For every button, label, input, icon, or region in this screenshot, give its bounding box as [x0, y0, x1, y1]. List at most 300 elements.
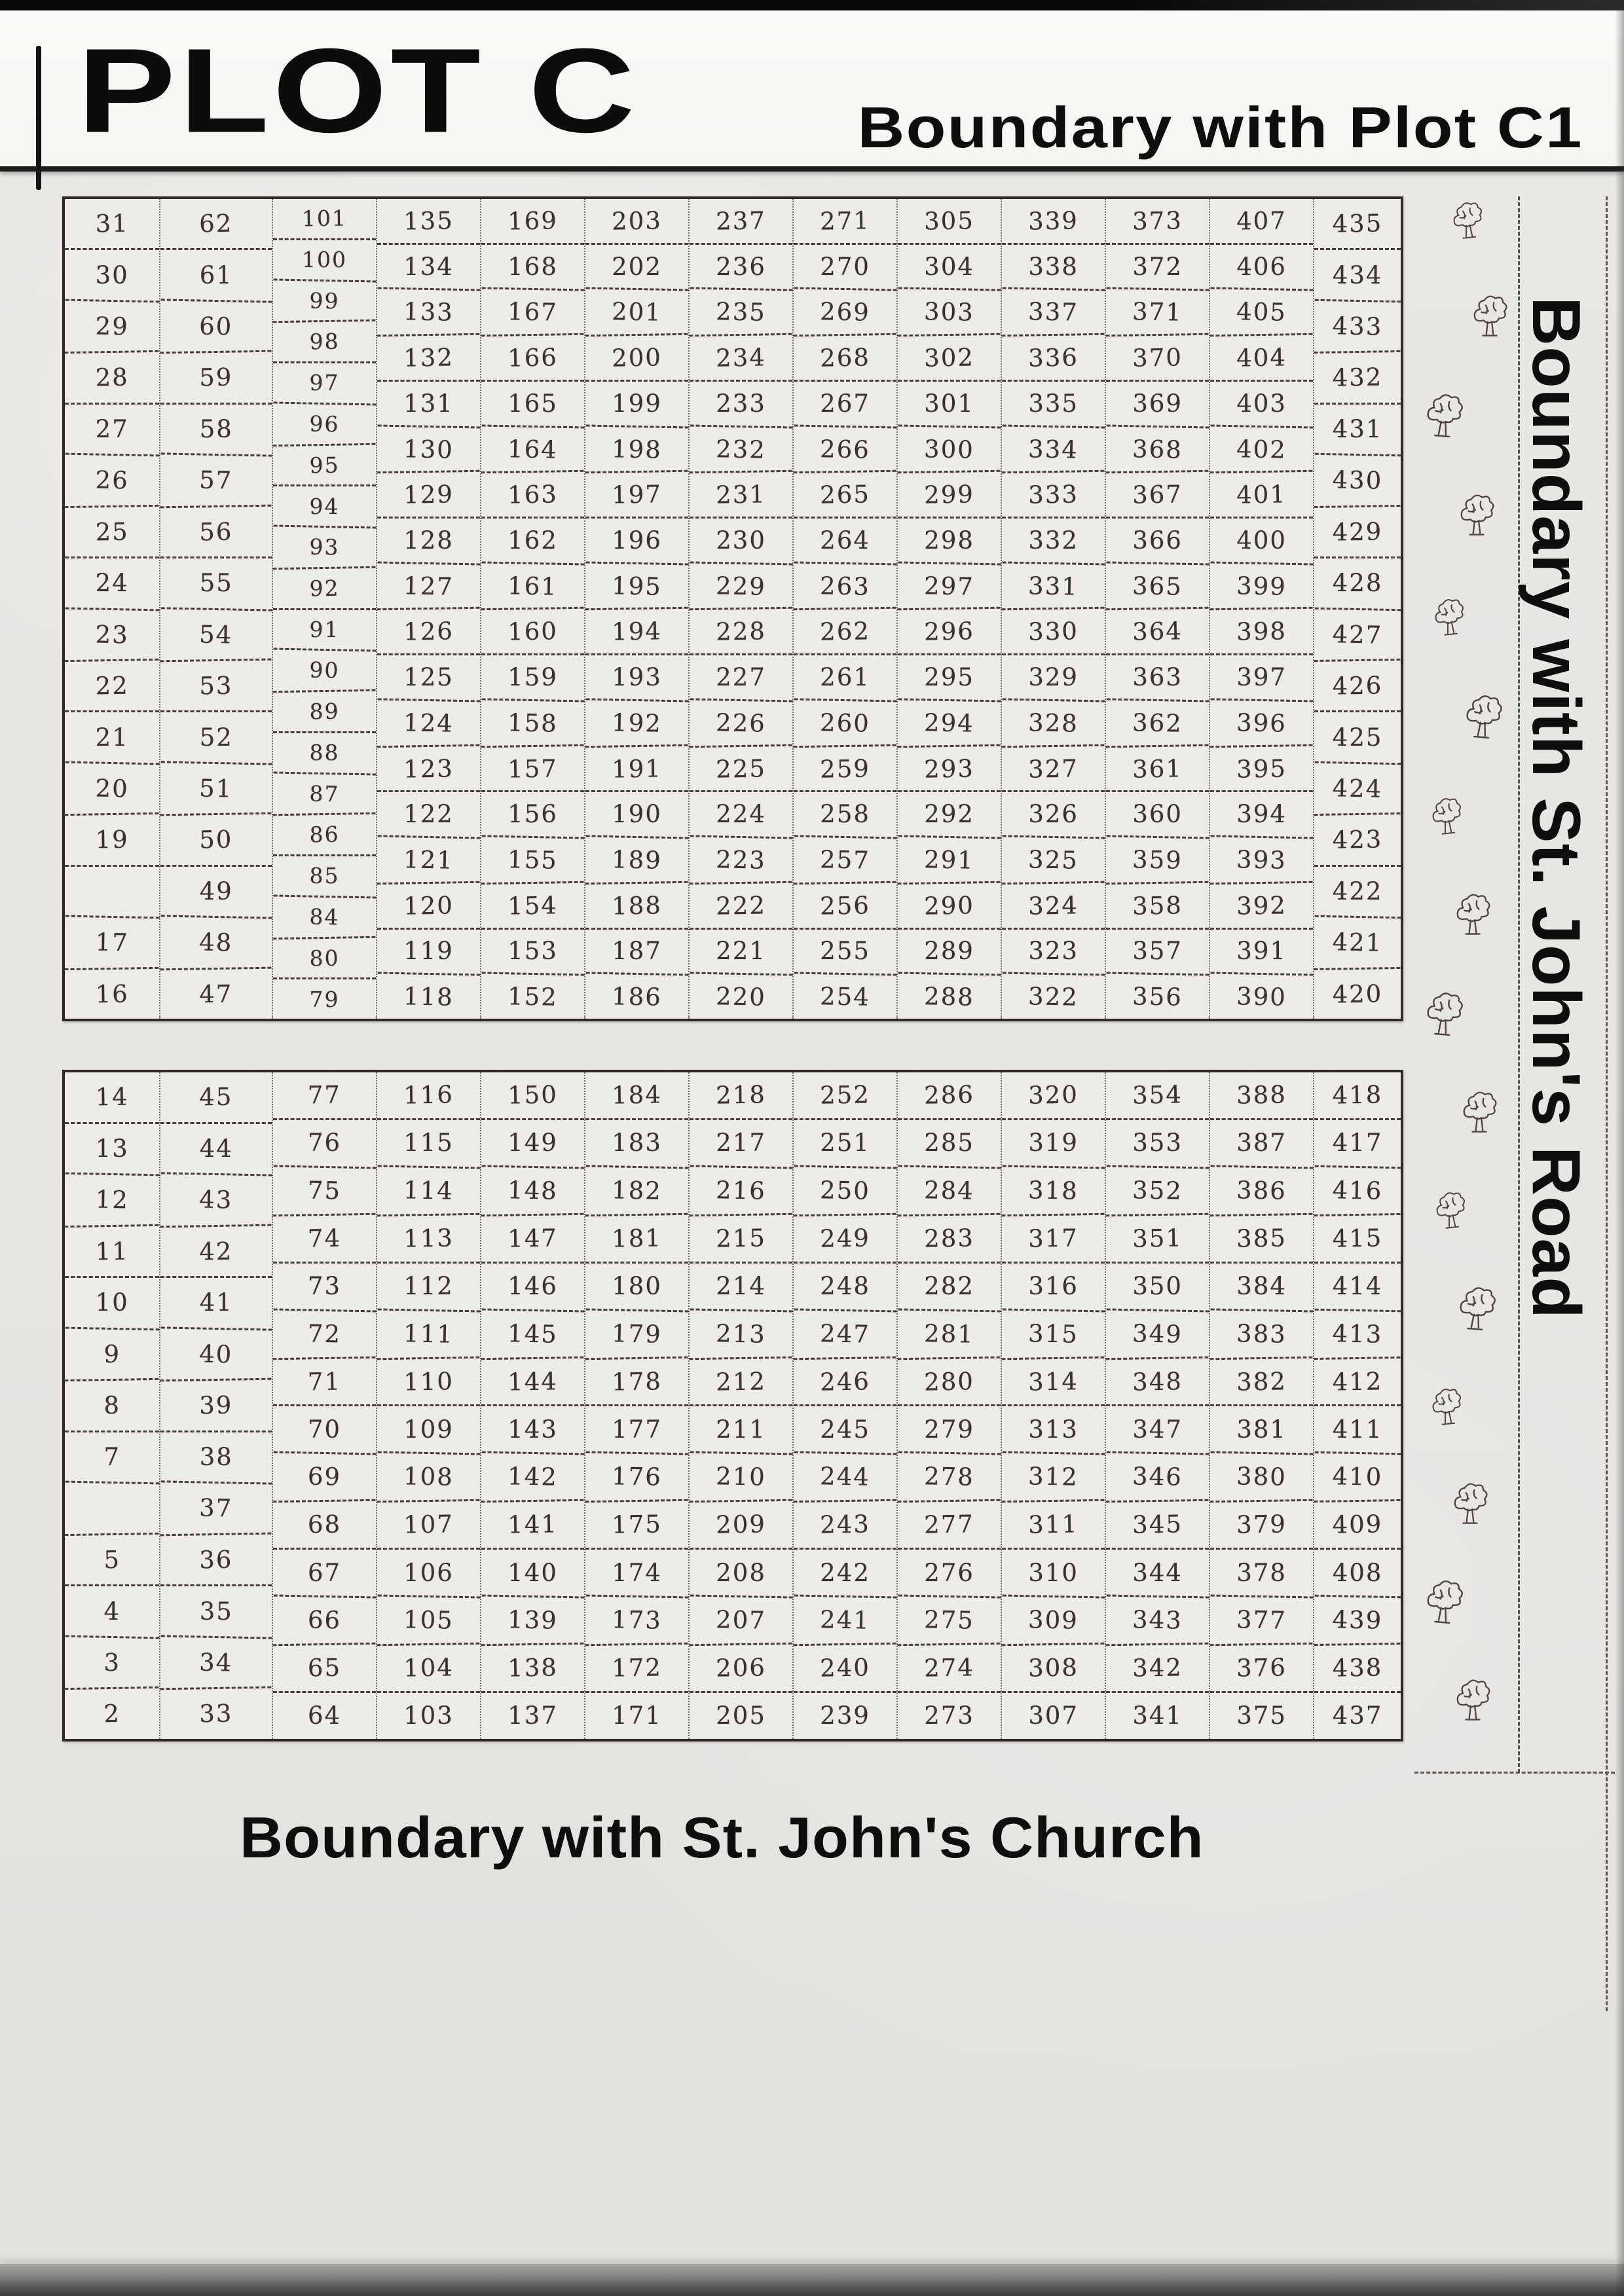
plot-number-cell: 358: [1106, 881, 1209, 928]
plot-number-cell: 24: [65, 556, 159, 608]
plot-number-cell: 240: [794, 1643, 897, 1692]
scan-right-edge: [1615, 0, 1624, 2296]
plot-number-cell: 233: [690, 380, 792, 426]
plot-number-cell: 326: [1002, 790, 1105, 836]
plot-number-cell: 41: [160, 1276, 272, 1328]
plot-number-cell: 294: [897, 698, 1001, 746]
plot-number-cell: 147: [481, 1213, 584, 1262]
plot-number-cell: 348: [1106, 1356, 1209, 1405]
plot-number-cell: 172: [585, 1643, 688, 1692]
plot-number-cell: 281: [897, 1308, 1001, 1358]
plot-number-cell: 206: [690, 1643, 793, 1692]
plot-number-cell: 269: [793, 287, 896, 335]
plot-number-cell: 87: [272, 771, 376, 814]
plot-number-cell: 245: [794, 1404, 896, 1452]
plot-number-cell: 160: [481, 607, 585, 654]
plot-number-cell: 186: [585, 972, 688, 1020]
plot-number-cell: 123: [377, 744, 480, 791]
plot-number-cell: 171: [585, 1691, 688, 1739]
tree-doodle-icon: [1449, 1478, 1492, 1529]
plot-number-cell: 165: [481, 380, 584, 426]
plot-number-cell: 385: [1210, 1213, 1314, 1262]
plot-number-cell: 229: [689, 561, 792, 609]
plot-number-cell: 80: [273, 936, 377, 978]
plot-number-cell: 75: [272, 1165, 376, 1214]
plot-number-cell: 61: [160, 248, 272, 299]
plot-number-cell: 85: [273, 854, 376, 896]
plot-number-cell: 108: [377, 1451, 480, 1501]
plot-number-cell: 107: [377, 1499, 480, 1548]
plot-number-cell: 382: [1210, 1356, 1314, 1405]
plot-number-cell: 262: [794, 607, 897, 654]
plot-number-cell: 420: [1314, 967, 1401, 1019]
plot-number-cell: 334: [1001, 424, 1105, 472]
plot-number-cell: 299: [898, 470, 1001, 517]
plot-number-cell: 12: [64, 1173, 160, 1226]
plot-number-cell: 77: [307, 1081, 342, 1110]
plot-number-cell: 402: [1210, 424, 1314, 472]
plot-number-cell: 146: [481, 1262, 584, 1309]
plot-number-cell: 314: [1002, 1356, 1105, 1405]
plot-number-cell: 417: [1314, 1118, 1401, 1166]
plot-number-cell: 213: [689, 1308, 792, 1358]
plot-number-cell: 403: [1210, 380, 1313, 426]
plot-column: [688, 199, 792, 1019]
plot-number-cell: 142: [481, 1451, 584, 1501]
plot-number-cell: 421: [1314, 915, 1401, 968]
plot-number-cell: 368: [1105, 424, 1209, 472]
plot-number-cell: 377: [1209, 1595, 1313, 1645]
plot-number-cell: 266: [793, 424, 896, 472]
plot-number-cell: 298: [898, 517, 1001, 562]
plot-number-cell: 300: [897, 424, 1001, 472]
plot-number-cell: 416: [1314, 1165, 1401, 1214]
plot-number-cell: 375: [1210, 1691, 1313, 1739]
tree-doodle-icon: [1419, 985, 1469, 1042]
plot-number-cell: 192: [585, 698, 688, 746]
plot-number-cell: 125: [377, 653, 480, 699]
plot-number-cell: 14: [95, 1082, 130, 1112]
plot-number-cell: 138: [481, 1643, 584, 1692]
plot-number-cell: 393: [1210, 835, 1314, 883]
plot-number-cell: 310: [1002, 1548, 1105, 1595]
plot-number-cell: 211: [690, 1404, 792, 1452]
plot-number-cell: 164: [481, 424, 584, 472]
plot-number-cell: 166: [481, 333, 585, 380]
plot-number-cell: 228: [690, 607, 793, 654]
plot-number-cell: 195: [585, 561, 688, 609]
plot-number-cell: 120: [377, 881, 480, 928]
plot-number-cell: 337: [1001, 287, 1105, 335]
plot-number-cell: 302: [898, 333, 1001, 380]
tree-doodle-icon: [1447, 196, 1489, 244]
plot-number-cell: 373: [1132, 206, 1183, 236]
plot-number-cell: 268: [794, 333, 897, 380]
plot-number-cell: 282: [898, 1262, 1001, 1309]
plot-number-cell: 62: [199, 209, 234, 238]
plot-column: [272, 199, 376, 1019]
plot-number-cell: 22: [64, 659, 160, 712]
plot-number-cell: 115: [377, 1118, 480, 1166]
plot-number-cell: 239: [794, 1691, 896, 1739]
plot-number-cell: 352: [1105, 1165, 1209, 1214]
plot-number-cell: 193: [585, 653, 688, 699]
plot-number-cell: 150: [507, 1080, 559, 1110]
plot-number-cell: 369: [1106, 380, 1209, 426]
page-title: PLOT C: [77, 24, 638, 158]
plot-number-cell: 169: [507, 206, 559, 236]
plot-number-cell: 69: [272, 1451, 376, 1501]
plot-number-cell: 64: [273, 1691, 376, 1739]
plot-number-cell: 341: [1106, 1691, 1209, 1739]
plot-number-cell: 143: [481, 1404, 584, 1452]
plot-number-cell: [64, 1481, 160, 1534]
plot-number-cell: 220: [689, 972, 792, 1020]
plot-number-cell: 44: [160, 1122, 272, 1174]
plot-number-cell: 410: [1314, 1451, 1401, 1501]
plot-number-cell: 198: [585, 424, 688, 472]
plot-number-cell: 9: [64, 1326, 160, 1379]
plot-number-cell: 288: [897, 972, 1001, 1020]
plot-number-cell: 90: [272, 648, 376, 691]
plot-number-cell: 320: [1027, 1080, 1079, 1110]
plot-number-cell: 105: [377, 1595, 480, 1645]
plot-number-cell: 280: [898, 1356, 1001, 1405]
plot-number-cell: 27: [65, 403, 159, 454]
plot-number-cell: 249: [794, 1213, 897, 1262]
plot-column: [1209, 1072, 1313, 1739]
plot-number-cell: 271: [819, 206, 871, 236]
plot-column: [480, 1072, 584, 1739]
plot-number-cell: 54: [160, 607, 272, 661]
plot-number-cell: 112: [377, 1262, 480, 1309]
plot-number-cell: 357: [1106, 928, 1209, 974]
plot-number-cell: 199: [585, 380, 688, 426]
plot-number-cell: 315: [1001, 1308, 1105, 1358]
plot-number-cell: 329: [1002, 653, 1105, 699]
plot-number-cell: 380: [1209, 1451, 1313, 1501]
plot-number-cell: 93: [272, 524, 376, 568]
plot-number-cell: 350: [1106, 1262, 1209, 1309]
plot-number-cell: 255: [794, 928, 896, 974]
plot-number-cell: 270: [794, 243, 896, 289]
lower-plot-table: [62, 1070, 1403, 1741]
plot-number-cell: 258: [794, 790, 896, 836]
plot-number-cell: 225: [690, 744, 793, 791]
plot-number-cell: 353: [1106, 1118, 1209, 1166]
plot-number-cell: 390: [1210, 972, 1314, 1020]
plot-number-cell: 157: [481, 744, 585, 791]
plot-number-cell: 162: [481, 517, 584, 562]
plot-number-cell: 176: [585, 1451, 688, 1501]
plot-number-cell: 349: [1105, 1308, 1209, 1358]
plot-number-cell: 354: [1132, 1080, 1183, 1110]
plot-number-cell: 181: [585, 1213, 688, 1262]
plot-number-cell: 309: [1001, 1595, 1105, 1645]
plot-number-cell: 178: [585, 1356, 688, 1405]
plot-number-cell: 387: [1210, 1118, 1313, 1166]
tree-doodle-icon: [1458, 687, 1508, 745]
plot-number-cell: 183: [585, 1118, 688, 1166]
plot-number-cell: 47: [160, 966, 272, 1019]
plot-number-cell: 409: [1314, 1499, 1401, 1548]
plot-number-cell: 432: [1314, 350, 1401, 403]
plot-number-cell: 275: [897, 1595, 1001, 1645]
plot-number-cell: 106: [377, 1548, 480, 1595]
plot-number-cell: 187: [585, 928, 688, 974]
plot-number-cell: 425: [1314, 710, 1401, 761]
plot-number-cell: 289: [898, 928, 1001, 974]
plot-number-cell: 196: [585, 517, 688, 562]
plot-number-cell: 400: [1210, 517, 1313, 562]
plot-number-cell: 276: [898, 1548, 1001, 1595]
plot-number-cell: 203: [611, 206, 663, 236]
plot-number-cell: 45: [199, 1082, 234, 1112]
plot-number-cell: 84: [272, 894, 376, 938]
plot-number-cell: 430: [1314, 453, 1401, 506]
plot-number-cell: 413: [1314, 1308, 1401, 1357]
plot-number-cell: 234: [690, 333, 793, 380]
plot-number-cell: 257: [793, 835, 896, 883]
plot-number-cell: 356: [1105, 972, 1209, 1020]
plot-number-cell: 130: [377, 424, 480, 472]
plot-number-cell: 339: [1027, 206, 1079, 236]
plot-number-cell: 351: [1106, 1213, 1209, 1262]
plot-number-cell: 379: [1210, 1499, 1314, 1548]
plot-number-cell: 29: [64, 299, 160, 352]
plot-number-cell: 404: [1210, 333, 1314, 380]
plot-number-cell: 209: [690, 1499, 793, 1548]
plot-number-cell: 66: [272, 1595, 376, 1645]
plot-number-cell: 38: [160, 1430, 272, 1482]
plot-number-cell: 316: [1002, 1262, 1105, 1309]
plot-number-cell: 215: [690, 1213, 793, 1262]
plot-number-cell: 235: [689, 287, 792, 335]
plot-number-cell: 202: [585, 243, 688, 289]
plot-number-cell: 76: [273, 1118, 376, 1166]
plot-number-cell: 16: [64, 966, 160, 1019]
plot-number-cell: 42: [160, 1224, 272, 1277]
plot-number-cell: 223: [689, 835, 792, 883]
plot-number-cell: 433: [1314, 299, 1401, 352]
plot-number-cell: 37: [160, 1481, 272, 1535]
plot-number-cell: 292: [898, 790, 1001, 836]
plot-number-cell: 307: [1002, 1691, 1105, 1739]
plot-number-cell: 323: [1002, 928, 1105, 974]
plot-number-cell: 222: [690, 881, 793, 928]
plot-number-cell: 408: [1314, 1548, 1401, 1595]
plot-number-cell: 137: [481, 1691, 584, 1739]
plot-number-cell: 96: [272, 401, 376, 445]
plot-number-cell: 188: [585, 881, 689, 928]
plot-number-cell: 140: [481, 1548, 584, 1595]
plot-number-cell: 303: [897, 287, 1001, 335]
plot-number-cell: 70: [273, 1404, 376, 1452]
plot-number-cell: 324: [1002, 881, 1105, 928]
plot-column: [1209, 199, 1313, 1019]
plot-number-cell: 311: [1002, 1499, 1105, 1548]
plot-number-cell: 218: [715, 1080, 767, 1110]
plot-number-cell: 362: [1105, 698, 1209, 746]
plot-number-cell: 396: [1210, 698, 1314, 746]
plot-column: [480, 199, 584, 1019]
plot-number-cell: 86: [273, 812, 377, 855]
plot-number-cell: 104: [377, 1643, 480, 1692]
plot-number-cell: 118: [377, 972, 480, 1020]
plot-number-cell: 237: [715, 206, 767, 236]
plot-number-cell: 285: [898, 1118, 1001, 1166]
plot-number-cell: 399: [1210, 561, 1314, 609]
plot-number-cell: 116: [403, 1080, 454, 1110]
plot-number-cell: 415: [1314, 1213, 1401, 1262]
plot-number-cell: 394: [1210, 790, 1313, 836]
plot-number-cell: 224: [690, 790, 792, 836]
scan-edge-artifact: [36, 46, 41, 190]
plot-number-cell: 98: [273, 319, 377, 362]
bottom-boundary-label: Boundary with St. John's Church: [240, 1805, 1204, 1870]
plot-number-cell: 23: [64, 607, 160, 660]
plot-number-cell: 248: [794, 1262, 896, 1309]
plot-number-cell: 313: [1002, 1404, 1105, 1452]
plot-number-cell: 391: [1210, 928, 1313, 974]
plot-number-cell: 261: [794, 653, 896, 699]
plot-number-cell: 284: [897, 1165, 1001, 1214]
plot-number-cell: 95: [273, 443, 377, 485]
plot-number-cell: 168: [481, 243, 584, 289]
plot-number-cell: 291: [897, 835, 1001, 883]
tree-doodle-icon: [1428, 592, 1471, 641]
plot-number-cell: 278: [897, 1451, 1001, 1501]
plot-number-cell: 25: [64, 504, 160, 557]
plot-number-cell: 139: [481, 1595, 584, 1645]
plot-number-cell: 338: [1002, 243, 1105, 289]
plot-number-cell: 264: [794, 517, 896, 562]
plot-number-cell: 364: [1106, 607, 1209, 654]
plot-column: [376, 1072, 480, 1739]
plot-number-cell: 122: [377, 790, 480, 836]
plot-number-cell: 5: [64, 1533, 160, 1586]
plot-number-cell: 158: [481, 698, 584, 746]
plot-column: [1313, 1072, 1401, 1739]
plot-number-cell: 53: [160, 659, 272, 712]
plot-number-cell: 97: [273, 361, 376, 403]
plot-number-cell: 111: [377, 1308, 480, 1358]
plot-number-cell: 243: [794, 1499, 897, 1548]
plot-number-cell: 422: [1314, 865, 1401, 916]
plot-number-cell: 152: [481, 972, 584, 1020]
plot-number-cell: 381: [1210, 1404, 1313, 1452]
plot-number-cell: 273: [898, 1691, 1001, 1739]
plot-number-cell: 141: [481, 1499, 584, 1548]
tree-doodle-icon: [1451, 1674, 1494, 1725]
plot-number-cell: 366: [1106, 517, 1209, 562]
plot-number-cell: 4: [65, 1584, 159, 1636]
plot-column: [792, 199, 896, 1019]
plot-number-cell: 190: [585, 790, 688, 836]
plot-number-cell: 247: [793, 1308, 896, 1358]
plot-number-cell: 197: [585, 470, 689, 517]
plot-number-cell: 361: [1106, 744, 1209, 791]
plot-number-cell: 113: [377, 1213, 480, 1262]
plot-number-cell: 13: [65, 1122, 159, 1174]
plot-number-cell: 328: [1001, 698, 1105, 746]
plot-number-cell: 332: [1002, 517, 1105, 562]
plot-number-cell: 74: [272, 1213, 376, 1262]
plot-number-cell: 67: [273, 1548, 376, 1595]
plot-number-cell: 217: [690, 1118, 792, 1166]
plot-number-cell: 92: [273, 566, 377, 609]
plot-number-cell: 437: [1314, 1691, 1401, 1739]
dashed-boundary-line: [1606, 196, 1608, 2011]
plot-number-cell: 274: [898, 1643, 1001, 1692]
plot-number-cell: 71: [272, 1356, 376, 1405]
plot-number-cell: 397: [1210, 653, 1313, 699]
plot-number-cell: 101: [301, 205, 348, 232]
plot-number-cell: 342: [1106, 1643, 1209, 1692]
plot-column: [584, 1072, 688, 1739]
plot-column: [792, 1072, 896, 1739]
plot-number-cell: 406: [1210, 243, 1313, 289]
plot-number-cell: 58: [160, 403, 272, 454]
plot-number-cell: 345: [1106, 1499, 1209, 1548]
plot-number-cell: 405: [1210, 287, 1314, 335]
plot-number-cell: 52: [160, 710, 272, 761]
plot-number-cell: 174: [585, 1548, 688, 1595]
plot-column: [272, 1072, 376, 1739]
plot-number-cell: 49: [160, 865, 272, 916]
scan-bottom-edge: [0, 2264, 1624, 2296]
plot-number-cell: 263: [793, 561, 896, 609]
plot-number-cell: 119: [377, 928, 480, 974]
plot-number-cell: 317: [1002, 1213, 1105, 1262]
plot-number-cell: 179: [585, 1308, 688, 1358]
plot-number-cell: 191: [585, 744, 689, 791]
plot-number-cell: 208: [690, 1548, 792, 1595]
plot-number-cell: 73: [273, 1262, 376, 1309]
plot-number-cell: 133: [377, 287, 480, 335]
plot-number-cell: 256: [794, 881, 897, 928]
plot-number-cell: 318: [1001, 1165, 1105, 1214]
plot-number-cell: 330: [1002, 607, 1105, 654]
plot-number-cell: 216: [689, 1165, 792, 1214]
plot-number-cell: 40: [160, 1326, 272, 1380]
plot-number-cell: 236: [690, 243, 792, 289]
plot-column: [688, 1072, 792, 1739]
plot-number-cell: 212: [690, 1356, 793, 1405]
plot-column: [1001, 1072, 1105, 1739]
plot-number-cell: 36: [160, 1532, 272, 1585]
plot-number-cell: 386: [1209, 1165, 1313, 1214]
plot-number-cell: 388: [1236, 1080, 1287, 1110]
plot-number-cell: 50: [160, 812, 272, 866]
plot-number-cell: 336: [1002, 333, 1105, 380]
plot-number-cell: 395: [1210, 744, 1314, 791]
plot-number-cell: 428: [1314, 556, 1401, 608]
plot-number-cell: 68: [272, 1499, 376, 1548]
tree-doodle-icon: [1419, 386, 1469, 444]
plot-number-cell: 124: [377, 698, 480, 746]
plot-number-cell: 246: [794, 1356, 897, 1405]
plot-number-cell: 3: [64, 1635, 160, 1688]
tree-doodle-icon: [1455, 489, 1498, 540]
plot-number-cell: 367: [1106, 470, 1209, 517]
plot-column: [1001, 199, 1105, 1019]
plot-number-cell: 250: [793, 1165, 896, 1214]
plot-number-cell: 110: [377, 1356, 480, 1405]
tree-strip: [1408, 193, 1524, 1777]
upper-plot-table: [62, 196, 1403, 1021]
plot-number-cell: 131: [377, 380, 480, 426]
